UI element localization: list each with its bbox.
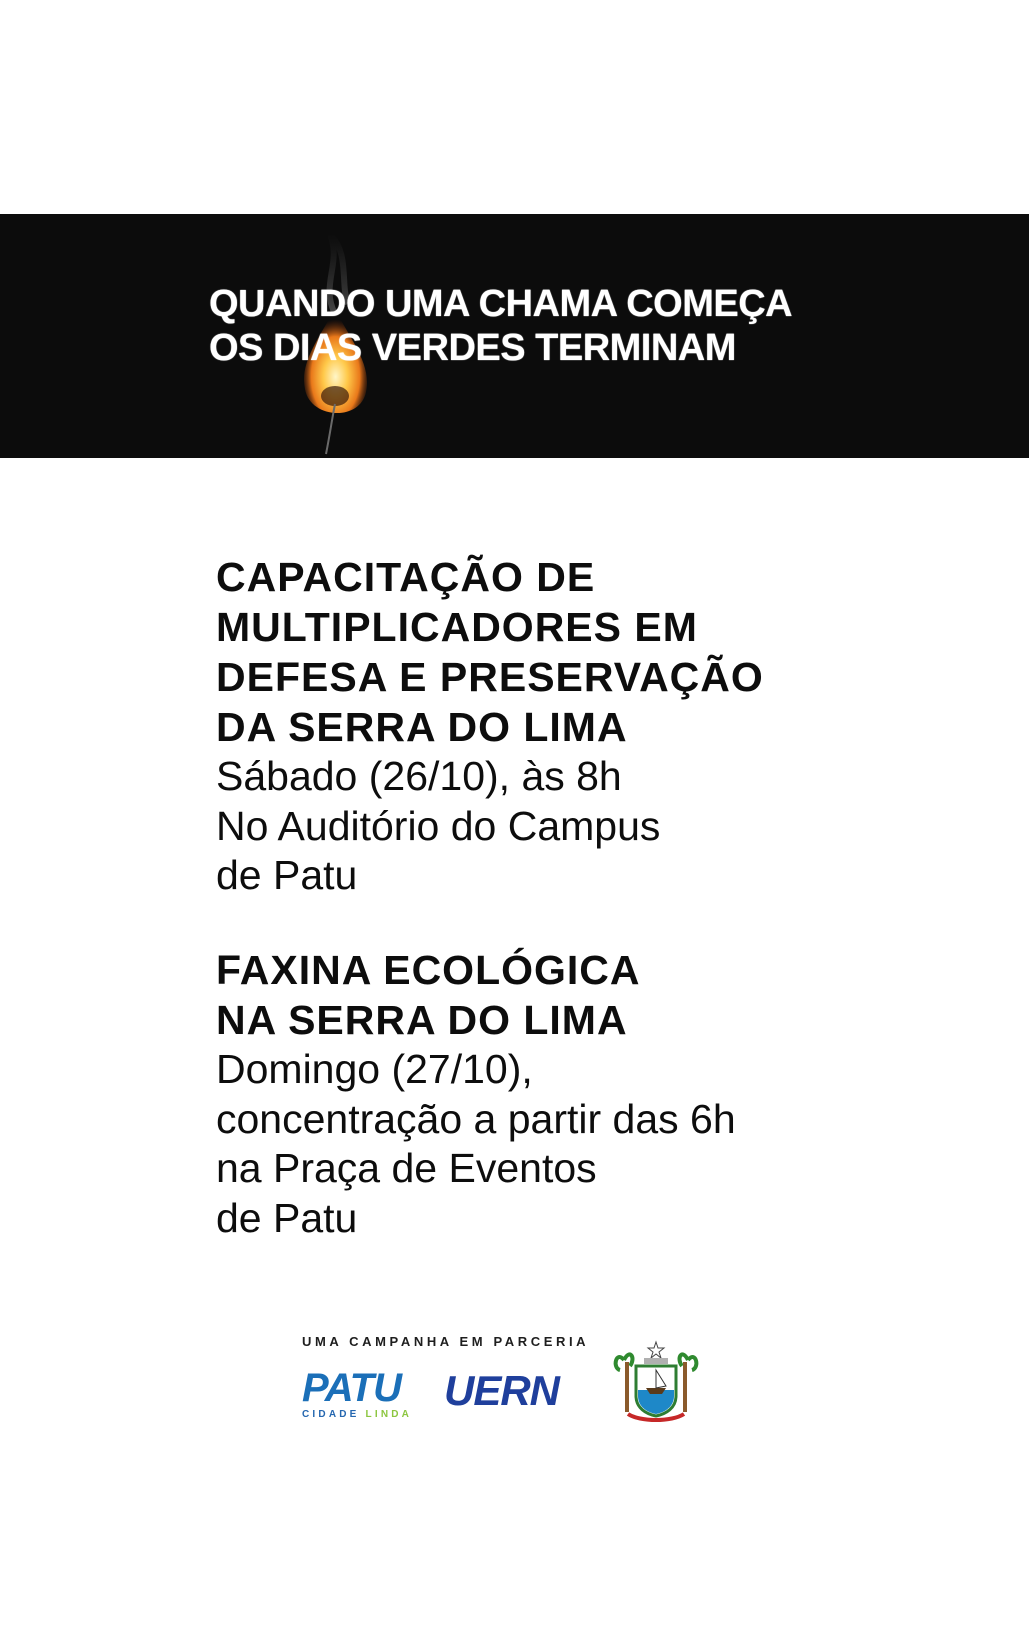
event-title bbox=[216, 945, 836, 1045]
event-details bbox=[216, 752, 836, 901]
event-title-line: MULTIPLICADORES EM bbox=[216, 604, 698, 650]
event-location: na Praça de Eventos bbox=[216, 1145, 597, 1191]
event-title-line: FAXINA ECOLÓGICA bbox=[216, 947, 641, 993]
patu-sub-linda: LINDA bbox=[365, 1409, 413, 1420]
patu-sub-cidade: CIDADE bbox=[302, 1409, 360, 1420]
event-cleanup bbox=[216, 945, 836, 1243]
event-location: de Patu bbox=[216, 852, 358, 898]
banner-headline bbox=[209, 282, 809, 370]
campaign-banner bbox=[0, 214, 1029, 458]
event-date: Sábado (26/10), às 8h bbox=[216, 753, 622, 799]
partners-label: UMA CAMPANHA EM PARCERIA bbox=[302, 1334, 590, 1349]
event-title bbox=[216, 552, 836, 752]
event-details bbox=[216, 1045, 836, 1243]
event-title-line: CAPACITAÇÃO DE bbox=[216, 554, 596, 600]
event-title-line: DA SERRA DO LIMA bbox=[216, 704, 628, 750]
uern-logo: UERN bbox=[444, 1367, 560, 1414]
patu-logo-text: PATU bbox=[302, 1366, 401, 1410]
event-date: Domingo (27/10), bbox=[216, 1046, 533, 1092]
event-time: concentração a partir das 6h bbox=[216, 1095, 736, 1142]
patu-logo bbox=[302, 1368, 420, 1420]
banner-line-1: QUANDO UMA CHAMA COMEÇA bbox=[209, 283, 793, 325]
event-title-line: DEFESA E PRESERVAÇÃO bbox=[216, 654, 764, 700]
event-location: de Patu bbox=[216, 1194, 358, 1241]
partners-footer bbox=[300, 1334, 720, 1424]
patu-logo-subtitle bbox=[302, 1409, 412, 1420]
rn-coat-of-arms-icon bbox=[610, 1340, 702, 1422]
event-location: No Auditório do Campus bbox=[216, 802, 661, 849]
banner-line-2: OS DIAS VERDES TERMINAM bbox=[209, 327, 736, 369]
event-training bbox=[216, 552, 836, 901]
event-title-line: NA SERRA DO LIMA bbox=[216, 997, 628, 1043]
